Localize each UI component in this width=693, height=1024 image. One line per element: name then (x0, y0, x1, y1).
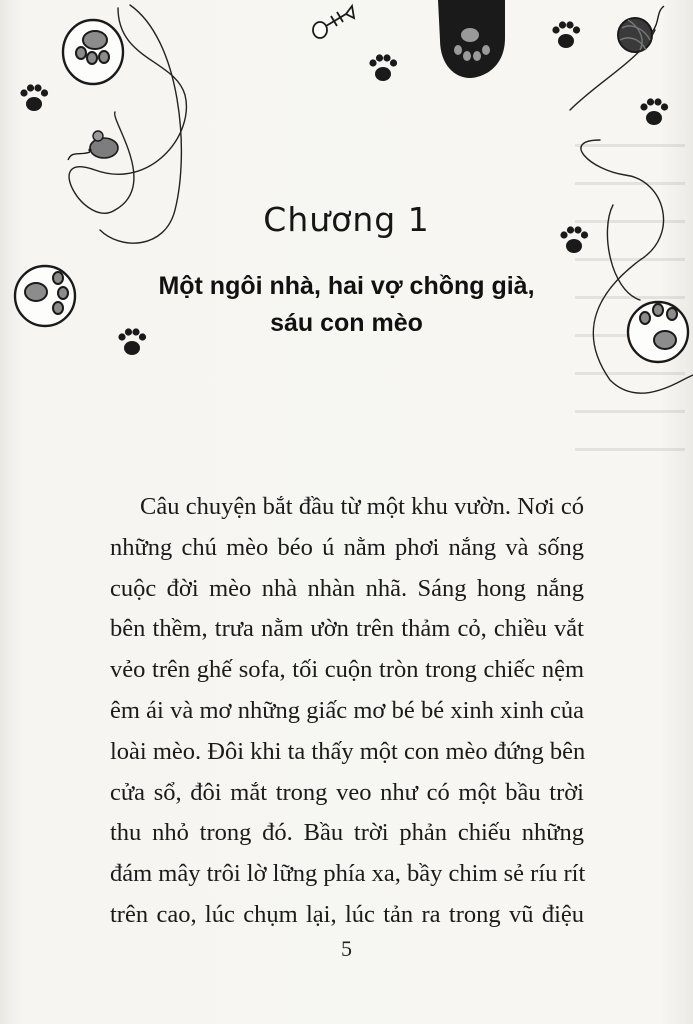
body-line: Câu chuyện bắt đầu từ một khu vườn. Nơi có (140, 493, 584, 520)
body-paragraph (110, 487, 584, 936)
paw-print-icon (20, 84, 48, 111)
page-number: 5 (341, 936, 352, 961)
paw-print-icon (640, 98, 668, 125)
chapter-subtitle (0, 268, 693, 342)
yarn-ball-icon (618, 6, 664, 52)
body-line: đám mây trôi lờ lững phía xa, bầy chim sẻ ríu rít (110, 860, 586, 888)
chapter-title: Chương 1 (263, 200, 430, 239)
subtitle-line: sáu con mèo (270, 309, 423, 337)
mouse-icon (68, 131, 118, 160)
cat-paw-icon (438, 0, 505, 78)
body-line: trên cao, lúc chụm lại, lúc tản ra trong vũ điệu (110, 900, 584, 928)
subtitle-line: Một ngôi nhà, hai vợ chồng già, (158, 272, 535, 300)
body-line: những chú mèo béo ú nằm phơi nắng và sống (110, 533, 584, 561)
body-line: vẻo trên ghế sofa, tối cuộn tròn trong chiếc nệm (110, 656, 584, 684)
body-line: bên thềm, trưa nằm ườn trên thảm cỏ, chiều vắt (110, 615, 584, 643)
body-line: loài mèo. Đôi khi ta thấy một con mèo đứng bên (110, 737, 586, 765)
paw-print-icon (369, 54, 397, 81)
fish-bone-icon (313, 6, 354, 38)
body-line: cuộc đời mèo nhà nhàn nhã. Sáng hong nắng (110, 574, 584, 602)
cat-paw-icon (63, 20, 123, 84)
body-line: cửa sổ, đôi mắt trong veo như có một bầu trời (110, 778, 584, 806)
body-line: thu nhỏ trong đó. Bầu trời phản chiếu những (110, 819, 584, 847)
body-line: êm ái và mơ những giấc mơ bé bé xinh xinh của (110, 696, 584, 724)
paw-print-icon (552, 21, 580, 48)
